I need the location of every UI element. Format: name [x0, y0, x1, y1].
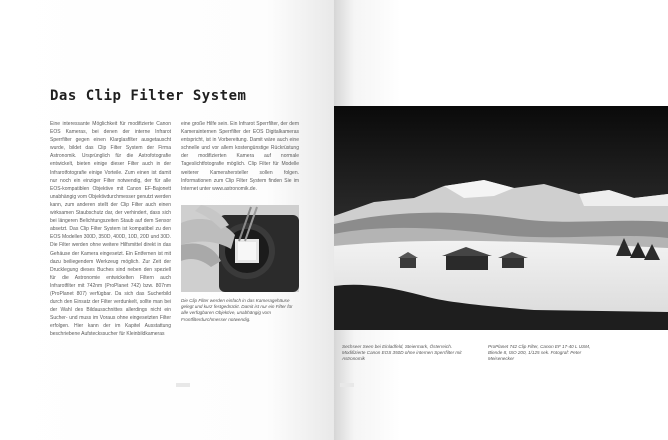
- page-folio-left: [176, 383, 190, 387]
- hand-camera-filter-photo: [181, 205, 299, 292]
- chapter-heading: Das Clip Filter System: [50, 88, 247, 104]
- landscape-caption-settings: ProPlanet 742 Clip Filter, Canon EF 17-40 L USM, Blende 8, ISO 200, 1/125 sek. Fotograf: Peter Meisenecker: [488, 344, 591, 362]
- photo-caption: Die Clip Filter werden einfach in das Kameragehäuse gelegt und kurz festgedrückt. Damit ist nur ein Filter für alle verfügbaren Objektive, unabhängig vom Frontfilterdurchmesser notwendig.: [181, 298, 293, 322]
- infrared-landscape-photo: [334, 106, 668, 330]
- body-text-column-1: Eine interessante Möglichkeit für modifizierte Canon EOS Kameras, bei denen der interne Infrarot Sperrfilter gegen einen Klarglasfilter ausgetauscht wurde, bildet das Clip Filter System der Firma Astronomik. Ursprünglich für die Astrofotografie entwickelt, bieten einige dieser Filter auch in der Infrarotfotografie einige Vorteile. Zum einen ist damit nur noch ein einziger Filter notwendig, der für alle EOS-kompatiblen Objektive mit Canon EF-Bajonett unabhängig vom Objektivdurchmesser genutzt werden kann, zum anderen stellt der Clip Filter auch einen wirksamen Staubschutz dar, der verhindert, dass sich bei längeren Belichtungszeiten Staub auf dem Sensor absetzt. Das Clip Filter System ist kompatibel zu den EOS Modellen 300D, 350D, 400D, 10D, 20D und 30D. Die Filter werden ohne weitere Hilfsmittel direkt in das Gehäuse der Kamera eingesetzt. Ein Entfernen ist mit dazu beiliegendem Werkzeug möglich. Zur Zeit der Drucklegung dieses Buches sind neben den speziell für die Astronomie entwickelten Filtern auch Infrarotfilter mit 742nm (ProPlanet 742) bzw. 807nm (ProPlanet 807) verfügbar. Da sich das Sucherbild durch den Einsatz der Filter verdunkelt, sollte man bei der Wahl des Bildausschnittes allerdings nicht ein Sucher- und muss im Voraus ohne eingesetzten Filter erfolgen. Hier kann der im Kapitel Ausstattung beschriebene Aufsteckssucher für Kleinbildkameras: [50, 121, 171, 338]
- page-folio-right: [340, 383, 354, 387]
- landscape-caption-location: Sechseer Seen bei Einladfeld, Steiermark, Österreich. Modifizierte Canon EOS 350D ohne internen Sperrfilter mit Astronomik: [342, 344, 462, 362]
- body-text-column-2: eine große Hilfe sein. Ein Infrarot Sperrfilter, der dem Kamerainternen Sperrfilter der EOS Digitalkameras entspricht, ist in Vorbereitung. Damit wäre auch eine schnelle und vor allem kostengünstige Rückrüstung der modifizierten Kamera auf normale Tageslichtfotografie möglich. Clip Filter für Modelle weiterer Kamerahersteller sollen folgen. Informationen zum Clip Filter System finden Sie im Internet unter www.astronomik.de.: [181, 121, 299, 192]
